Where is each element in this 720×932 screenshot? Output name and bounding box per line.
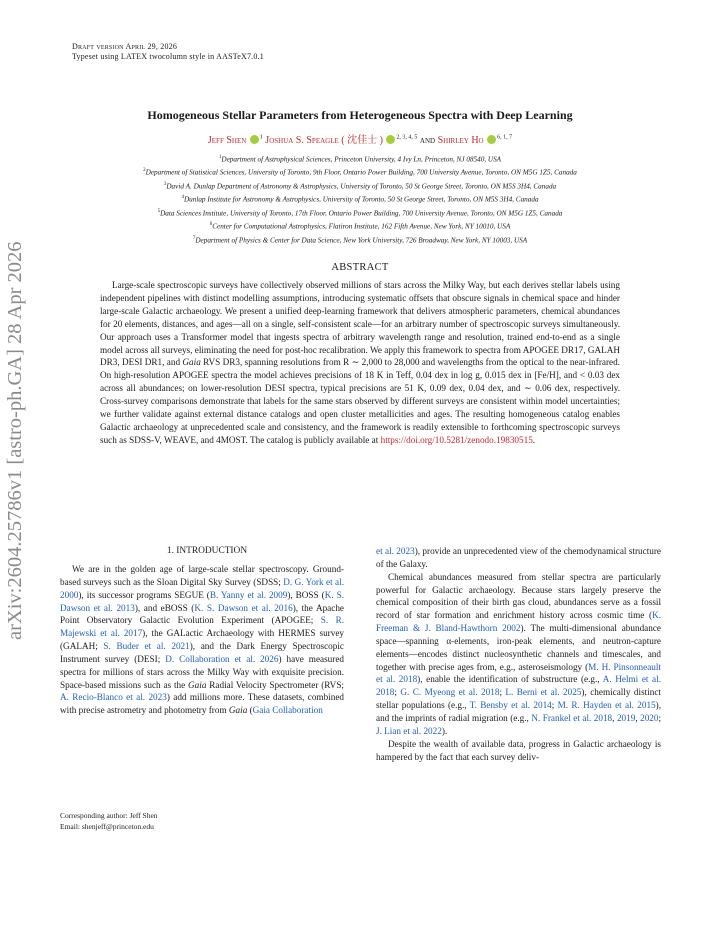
- arxiv-stamp: arXiv:2604.25786v1 [astro-ph.GA] 28 Apr 2026: [4, 241, 26, 640]
- body-text: ), provide an unprecedented view of the chemodynamical structure of the Galaxy.: [376, 546, 661, 569]
- author-link[interactable]: Shirley Ho: [437, 135, 484, 146]
- affiliation: [0, 179, 720, 192]
- body-text: ), its successor programs SEGUE (: [78, 589, 210, 600]
- body-text: ) add millions more. These datasets, combined with precise astrometry and photometry from: [60, 692, 344, 716]
- affiliation: [0, 165, 720, 178]
- citation-link[interactable]: A. Helmi et al. 2018: [376, 674, 661, 698]
- affiliation: [0, 219, 720, 232]
- affiliation-text: David A. Dunlap Department of Astronomy & Astrophysics, University of Toronto, 50 St George Street, Toronto, ON M5S 3H4, Canada: [166, 182, 557, 191]
- author-affiliation-marks: 6, 1, 7: [497, 134, 513, 141]
- citation-link[interactable]: M. H. Pinsonneault et al. 2018: [376, 661, 661, 685]
- body-text: ;: [658, 712, 662, 723]
- body-text: Chemical abundances measured from stellar spectra are particularly powerful for Galactic archaeology. Because stars largely preserve the chemical composition of their birth gas cloud, abundances serve as a fossil record of star formation and enrichment history across cosmic time (: [376, 571, 661, 621]
- citation-link[interactable]: S. Buder et al. 2021: [103, 641, 190, 652]
- doi-link[interactable]: https://doi.org/10.5281/zenodo.19830515: [380, 434, 533, 445]
- affiliation-text: Dunlap Institute for Astronomy & Astrophysics, University of Toronto, 50 St George Street, Toronto, ON M5S 3H4, Canada: [183, 195, 539, 204]
- affiliation: [0, 152, 720, 165]
- author-affiliation-marks: 2, 3, 4, 5: [396, 134, 418, 141]
- abstract-heading: ABSTRACT: [331, 262, 389, 273]
- affiliation-list: [0, 152, 720, 246]
- citation-link[interactable]: S. R. Majewski et al. 2017: [60, 615, 344, 639]
- body-text: Despite the wealth of available data, progress in Galactic archaeology is hampered by the fact that each survey deliv-: [376, 738, 661, 762]
- affiliation: [0, 206, 720, 219]
- affiliation-number: 3: [163, 181, 167, 187]
- body-column-right: [376, 545, 661, 763]
- affiliation-text: Department of Statistical Sciences, University of Toronto, 9th Floor, Ontario Power Building, 700 University Avenue, Toronto, ON M5G 1Z5, Canada: [145, 168, 577, 177]
- abstract-part: Gaia: [182, 357, 201, 368]
- corresponding-author: Corresponding author: Jeff Shen: [60, 811, 158, 820]
- paragraph: [376, 738, 661, 764]
- body-text: Radial Velocity Spectrometer (RVS;: [206, 679, 344, 690]
- body-text: ), chemically distinct stellar populations (e.g.,: [376, 687, 661, 711]
- body-text: ).: [441, 725, 448, 736]
- body-text: ;: [394, 687, 401, 698]
- abstract-part: RVS DR3, spanning resolutions from R ∼ 2,000 to 28,000 and wavelengths from the optical to the near-infrared. On high-resolution APOGEE spectra the model achieves precisions of 18 K in Teff, 0.04 dex in log g, 0.015 dex in [Fe/H], and < 0.03 dex across all abundances; on lower-resolution DESI spectra, typical precisions are 51 K, 0.09 dex, 0.04 dex, and ∼ 0.06 dex, respectively. Cross-survey comparisons demonstrate that labels for the same stars observed by different surveys are consistent within model uncertainties; we further validate against external distance catalogs and open cluster metallicities and ages. The resulting homogeneous catalog enables Galactic archaeology at unprecedented scale and consistency, and the framework is readily extensible to forthcoming spectroscopic surveys such as SDSS-V, WEAVE, and 4MOST. The catalog is publicly available at: [100, 357, 620, 445]
- orcid-icon[interactable]: [250, 135, 259, 144]
- body-text: We are in the golden age of large-scale stellar spectroscopy. Ground-based surveys such as the Sloan Digital Sky Survey (SDSS;: [60, 564, 344, 587]
- body-text: ), BOSS (: [287, 589, 325, 600]
- body-text: ). The multi-dimensional abundance space—spanning α-elements, iron-peak elements, and neutron-capture elements—encodes distinct nucleosynthetic channels and timescales, and together with precise ages from, e.g., asteroseismology (: [376, 623, 661, 672]
- citation-link[interactable]: J. Lian et al. 2022: [376, 725, 442, 736]
- author-link[interactable]: Jeff Shen: [207, 135, 247, 146]
- author-affiliation-marks: 1: [259, 134, 263, 141]
- author-conjunction: and: [419, 135, 436, 146]
- body-column-left: [60, 563, 344, 717]
- citation-link[interactable]: 2020: [640, 712, 659, 723]
- body-text: ), and the Dark Energy Spectroscopic Instrument survey (DESI;: [60, 641, 345, 664]
- body-text: ,: [635, 712, 641, 723]
- citation-link[interactable]: et al. 2023: [376, 546, 415, 556]
- citation-link[interactable]: K. Freeman & J. Bland-Hawthorn 2002: [376, 610, 661, 634]
- body-text: Gaia: [188, 679, 207, 690]
- affiliation: [0, 192, 720, 205]
- body-text: ), the GALactic Archaeology with HERMES survey (GALAH;: [60, 628, 344, 652]
- body-text: ), and the imprints of radial migration (e.g.,: [376, 700, 661, 723]
- citation-link[interactable]: A. Recio-Blanco et al. 2023: [60, 692, 167, 703]
- citation-link[interactable]: G. C. Myeong et al. 2018: [400, 687, 500, 698]
- body-text: (: [247, 705, 253, 716]
- affiliation-text: Center for Computational Astrophysics, Flatiron Institute, 162 Fifth Avenue, New York, NY 10010, USA: [212, 222, 511, 231]
- paragraph: [376, 545, 661, 571]
- body-text: ;: [499, 687, 506, 698]
- corresponding-author-footnote: [60, 811, 158, 832]
- body-text: ) have measured spectra for millions of stars across the Milky Way with exquisite precision. Space-based missions such as the: [60, 653, 345, 690]
- citation-link[interactable]: D. Collaboration et al. 2026: [165, 653, 279, 664]
- citation-link[interactable]: 2019: [616, 712, 636, 723]
- body-text: Gaia: [228, 705, 248, 716]
- draft-version-line: Draft version April 29, 2026: [72, 42, 178, 51]
- paragraph: [376, 571, 661, 738]
- affiliation-text: Department of Astrophysical Sciences, Princeton University, 4 Ivy Ln, Princeton, NJ 08540, USA: [221, 155, 502, 164]
- affiliation-text: Department of Physics & Center for Data Science, New York University, 726 Broadway, New York, NY 10003, USA: [195, 236, 528, 245]
- body-text: ), and eBOSS (: [134, 602, 195, 613]
- author-list: [0, 131, 720, 146]
- body-text: ,: [612, 712, 617, 723]
- citation-link[interactable]: M. R. Hayden et al. 2015: [557, 700, 656, 711]
- citation-link[interactable]: N. Frankel et al. 2018: [531, 712, 613, 723]
- abstract-part: Large-scale spectroscopic surveys have collectively observed millions of stars across the Milky Way, but each derives stellar labels using independent pipelines with distinct modelling assumptions, introducing systematic offsets that obscure signals in chemical space and hinder large-scale Galactic archaeology. We present a unified deep-learning framework that delivers atmospheric parameters, chemical abundances for 20 elements, distances, and ages—all on a single, self-consistent scale—for an arbitrary number of spectroscopic surveys simultaneously. Our approach uses a Transformer model that ingests spectra of arbitrary wavelength range and resolution, trained end-to-end as a single model across all surveys, eliminating the need for post-hoc recalibration. We apply this framework to spectra from APOGEE DR17, GALAH DR3, DESI DR1, and: [100, 280, 620, 368]
- section-heading: 1. INTRODUCTION: [166, 546, 248, 556]
- affiliation-number: 5: [157, 208, 161, 214]
- affiliation-number: 4: [181, 195, 184, 201]
- abstract-text: [100, 279, 620, 447]
- body-text: ), enable the identification of substructure (e.g.,: [417, 674, 603, 685]
- citation-link[interactable]: D. G. York et al. 2000: [60, 576, 344, 600]
- author-email[interactable]: Email: shenjeff@princeton.edu: [60, 821, 154, 831]
- citation-link[interactable]: Gaia Collaboration: [252, 705, 323, 716]
- affiliation-number: 7: [192, 235, 196, 241]
- paper-title: Homogeneous Stellar Parameters from Heterogeneous Spectra with Deep Learning: [147, 108, 573, 122]
- affiliation-text: Data Sciences Institute, University of Toronto, 17th Floor, Ontario Power Building, 700 University Avenue, Toronto, ON M5G 1Z5, Canada: [160, 209, 563, 218]
- affiliation-number: 2: [143, 168, 146, 174]
- citation-link[interactable]: K. S. Dawson et al. 2016: [194, 602, 293, 613]
- typeset-line: Typeset using LATEX twocolumn style in AASTeX7.0.1: [72, 52, 264, 61]
- citation-link[interactable]: L. Berni et al. 2025: [505, 687, 582, 698]
- abstract-part: .: [532, 434, 536, 445]
- orcid-icon[interactable]: [487, 135, 496, 144]
- citation-link[interactable]: B. Yanny et al. 2009: [209, 589, 288, 600]
- affiliation-number: 6: [209, 222, 213, 228]
- citation-link[interactable]: T. Bensby et al. 2014: [469, 700, 552, 711]
- author-link[interactable]: Joshua S. Speagle ( 沈佳士 ): [265, 135, 383, 146]
- affiliation-number: 1: [218, 155, 222, 160]
- body-text: ;: [551, 700, 558, 711]
- body-text: ), the Apache Point Observatory Galactic Evolution Experiment (APOGEE;: [60, 602, 344, 626]
- orcid-icon[interactable]: [386, 135, 395, 144]
- citation-link[interactable]: K. S. Dawson et al. 2013: [60, 589, 344, 613]
- affiliation: [0, 233, 720, 246]
